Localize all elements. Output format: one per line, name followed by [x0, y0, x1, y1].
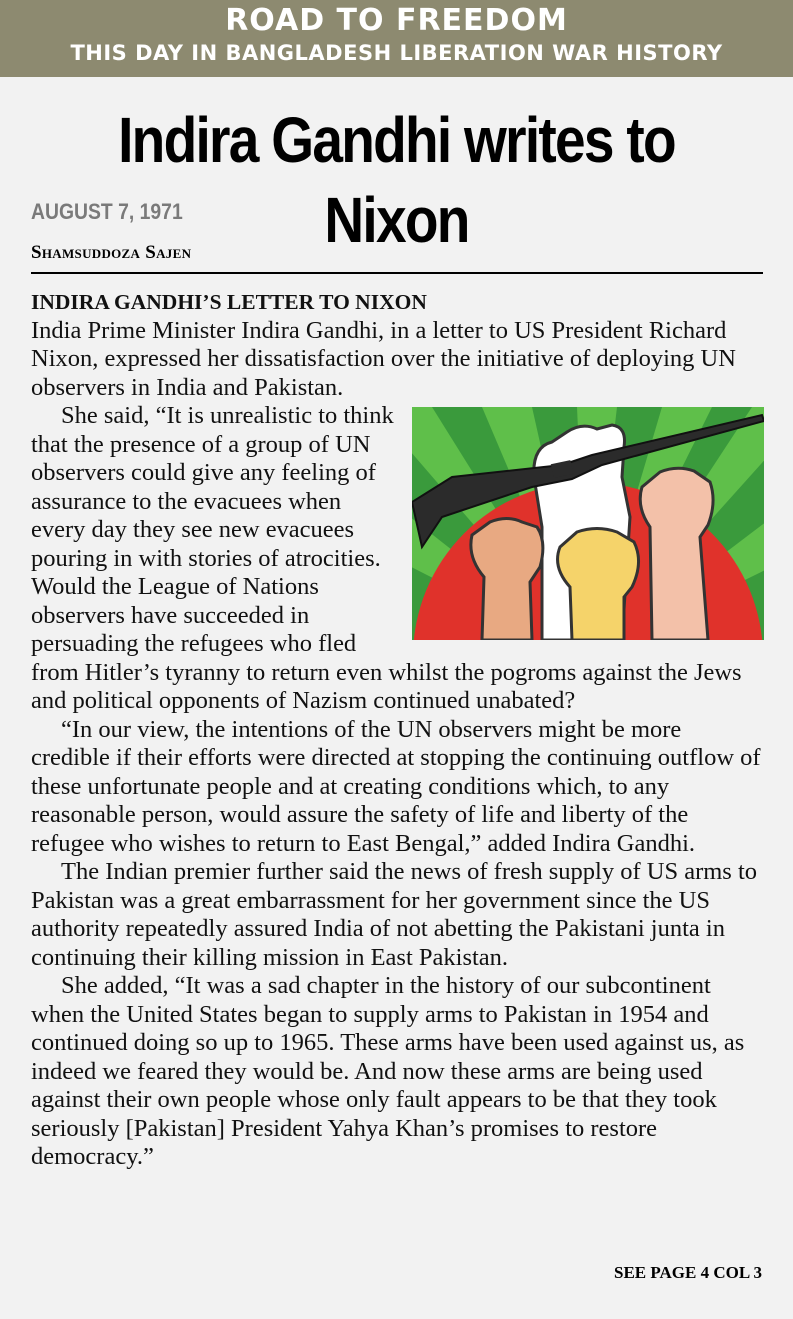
- article-paragraph: “In our view, the intentions of the UN observers might be more credible if their efforts were directed at stopping the continuing outflow of these unfortunate people and at creating conditions which, to any reasonable person, would assure the safety of life and liberty of the refugee who wishes to return to East Bengal,” added Indira Gandhi.: [31, 715, 761, 857]
- article-paragraph: She said, “It is unrealistic to think that the presence of a group of UN observers could give any feeling of assurance to the evacuees when every day they see new evacuees pouring in with stories of atrocities. Would the League of Nations observers have succeeded in persuading the refugees who fled from Hitler’s tyranny to return even whilst the pogroms against the Jews and political opponents of Nazism continued unabated?: [31, 402, 742, 714]
- banner-subtitle: THIS DAY IN BANGLADESH LIBERATION WAR HISTORY: [70, 41, 723, 65]
- banner-title: ROAD TO FREEDOM: [225, 3, 568, 38]
- byline: Shamsuddoza Sajen: [31, 242, 192, 263]
- article-body: [31, 288, 764, 1172]
- page-title: Indira Gandhi writes to Nixon: [118, 104, 675, 256]
- article-paragraph: She added, “It was a sad chapter in the history of our subcontinent when the United States began to supply arms to Pakistan in 1954 and continued doing so up to 1965. These arms have been used against us, as indeed we feared they would be. And now these arms are being used against their own people whose only fault appears to be that they took seriously [Pakistan] President Yahya Khan’s promises to restore democracy.”: [31, 972, 745, 1170]
- article-paragraph: India Prime Minister Indira Gandhi, in a letter to US President Richard Nixon, expressed her dissatisfaction over the initiative of deploying UN observers in India and Pakistan.: [31, 316, 736, 401]
- section-heading: INDIRA GANDHI’S LETTER TO NIXON: [31, 290, 427, 314]
- raised-fists-illustration: [412, 407, 764, 640]
- article-date: AUGUST 7, 1971: [31, 199, 183, 224]
- continuation-note: SEE PAGE 4 COL 3: [614, 1263, 762, 1282]
- right-fist: [640, 468, 713, 640]
- article-paragraph: The Indian premier further said the news of fresh supply of US arms to Pakistan was a great embarrassment for her government since the US authority repeatedly assured India of not abetting the Pakistani junta in continuing their killing mission in East Pakistan.: [31, 858, 758, 971]
- section-banner: [0, 0, 793, 77]
- divider: [31, 272, 763, 274]
